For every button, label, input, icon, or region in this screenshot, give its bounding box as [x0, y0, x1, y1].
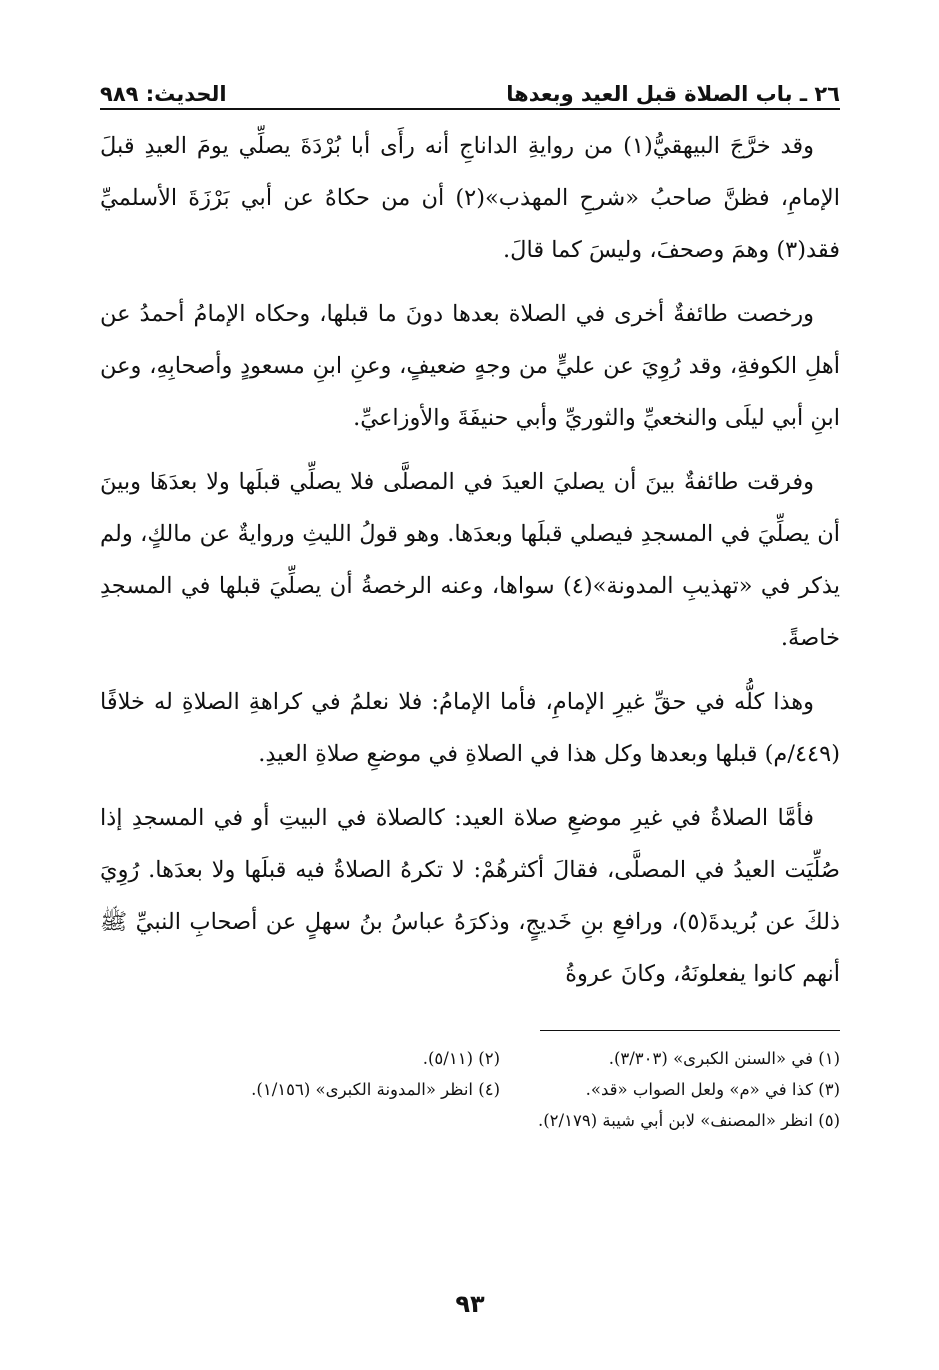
running-header	[100, 68, 840, 106]
chapter-title: ٢٦ ـ باب الصلاة قبل العيد وبعدها	[506, 82, 840, 106]
footnote-rule	[540, 1030, 840, 1031]
page-number: ٩٣	[455, 1290, 485, 1318]
footnotes	[100, 1043, 840, 1136]
footnote-row	[100, 1105, 840, 1136]
hadith-number: الحديث: ٩٨٩	[100, 82, 227, 106]
footnote-2: (٢) (٥/١١).	[422, 1049, 500, 1068]
footnote-4: (٤) انظر «المدونة الكبرى» (١/١٥٦).	[251, 1080, 500, 1099]
paragraph: وهذا كلُّه في حقِّ غيرِ الإمامِ، فأما الإمامُ: فلا نعلمُ في كراهةِ الصلاةِ له خلافًا (٤٤٩/م) قبلها وبعدها وكل هذا في الصلاةِ في موضعِ صلاةِ العيدِ.	[100, 689, 840, 767]
footnote-row	[100, 1074, 840, 1105]
paragraph: ورخصت طائفةٌ أخرى في الصلاة بعدها دونَ ما قبلها، وحكاه الإمامُ أحمدُ عن أهلِ الكوفةِ، وقد رُوِيَ عن عليٍّ من وجهٍ ضعيفٍ، وعنِ ابنِ مسعودٍ وأصحابِهِ، وعن ابنِ أبي ليلَى والنخعيِّ والثوريِّ وأبي حنيفَةَ والأوزاعيِّ.	[100, 301, 840, 431]
paragraph: وفرقت طائفةٌ بينَ أن يصليَ العيدَ في المصلَّى فلا يصلِّي قبلَها ولا بعدَهَا وبينَ أن يصلِّيَ في المسجدِ فيصلي قبلَها وبعدَها. وهو قولُ الليثِ وروايةٌ عن مالكٍ، ولم يذكر في «تهذيبِ المدونة»(٤) سواها، وعنه الرخصةُ أن يصلِّيَ قبلها في المسجدِ خاصةً.	[100, 469, 841, 651]
footnote-row	[100, 1043, 840, 1074]
main-text	[100, 120, 840, 1000]
footnote-3: (٣) كذا في «م» ولعل الصواب «قد».	[585, 1080, 840, 1099]
paragraph: وقد خرَّجَ البيهقيُّ(١) من روايةِ الداناجِ أنه رأَى أبا بُرْدَةَ يصلِّي يومَ العيدِ قبلَ الإمامِ، فظنَّ صاحبُ «شرحِ المهذب»(٢) أن من حكاهُ عن أبي بَرْزَةَ الأسلميِّ فقد(٣) وهمَ وصحفَ، وليسَ كما قالَ.	[100, 133, 840, 263]
paragraph: فأمَّا الصلاةُ في غيرِ موضعِ صلاة العيد: كالصلاة في البيتِ أو في المسجدِ إذا صُلِّيَت العيدُ في المصلَّى، فقالَ أكثرهُمْ: لا تكرهُ الصلاةُ فيه قبلَها ولا بعدَها. رُوِيَ ذلكَ عن بُريدةَ(٥)، ورافعِ بنِ خَديجٍ، وذكرَهُ عباسُ بنُ سهلٍ عن أصحابِ النبيِّ ﷺ أنهم كانوا يفعلونَهُ، وكانَ عروةُ	[100, 805, 840, 987]
header-rule	[100, 108, 840, 110]
footnote-1: (١) في «السنن الكبرى» (٣/٣٠٣).	[608, 1049, 840, 1068]
book-page	[100, 68, 840, 1348]
footnote-5: (٥) انظر «المصنف» لابن أبي شيبة (٢/١٧٩).	[537, 1111, 840, 1130]
